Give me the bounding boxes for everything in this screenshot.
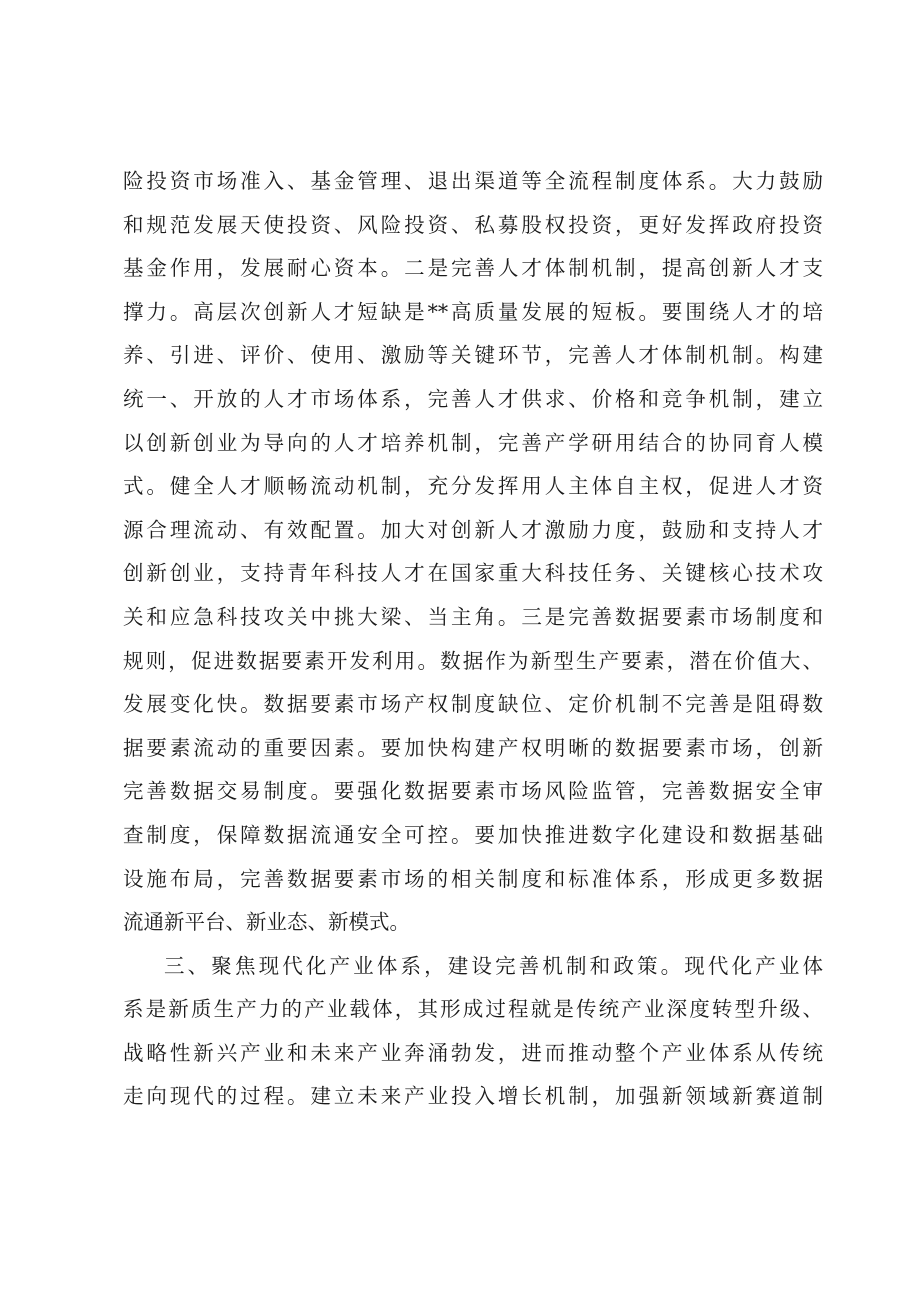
body-text <box>123 160 823 1119</box>
text-line: 据要素流动的重要因素。要加快构建产权明晰的数据要素市场，创新 <box>123 735 823 760</box>
text-line: 查制度，保障数据流通安全可控。要加快推进数字化建设和数据基础 <box>123 822 823 847</box>
paragraph-2 <box>123 945 823 1119</box>
section-heading-line: 三、聚焦现代化产业体系，建设完善机制和政策。现代化产业体 <box>164 953 823 978</box>
text-line: 式。健全人才顺畅流动机制，充分发挥用人主体自主权，促进人才资 <box>123 474 823 499</box>
text-line: 关和应急科技攻关中挑大梁、当主角。三是完善数据要素市场制度和 <box>123 604 823 629</box>
text-line: 流通新平台、新业态、新模式。 <box>123 910 410 935</box>
text-line: 和规范发展天使投资、风险投资、私募股权投资，更好发挥政府投资 <box>123 212 823 237</box>
text-line: 发展变化快。数据要素市场产权制度缺位、定价机制不完善是阻碍数 <box>123 692 823 717</box>
text-line: 规则，促进数据要素开发利用。数据作为新型生产要素，潜在价值大、 <box>123 648 823 673</box>
text-line: 统一、开放的人才市场体系，完善人才供求、价格和竞争机制，建立 <box>123 386 823 411</box>
text-line: 源合理流动、有效配置。加大对创新人才激励力度，鼓励和支持人才 <box>123 517 823 542</box>
text-line: 战略性新兴产业和未来产业奔涌勃发，进而推动整个产业体系从传统 <box>123 1040 823 1065</box>
text-line: 养、引进、评价、使用、激励等关键环节，完善人才体制机制。构建 <box>123 343 823 368</box>
text-line: 基金作用，发展耐心资本。二是完善人才体制机制，提高创新人才支 <box>123 256 823 281</box>
paragraph-1 <box>123 160 823 945</box>
text-line: 系是新质生产力的产业载体，其形成过程就是传统产业深度转型升级、 <box>123 997 823 1022</box>
text-line: 设施布局，完善数据要素市场的相关制度和标准体系，形成更多数据 <box>123 866 823 891</box>
text-line: 完善数据交易制度。要强化数据要素市场风险监管，完善数据安全审 <box>123 779 823 804</box>
text-line: 创新创业，支持青年科技人才在国家重大科技任务、关键核心技术攻 <box>123 561 823 586</box>
text-line: 险投资市场准入、基金管理、退出渠道等全流程制度体系。大力鼓励 <box>123 169 823 193</box>
text-line: 走向现代的过程。建立未来产业投入增长机制，加强新领域新赛道制 <box>123 1084 823 1109</box>
text-line: 撑力。高层次创新人才短缺是**高质量发展的短板。要围绕人才的培 <box>123 299 823 324</box>
text-line: 以创新创业为导向的人才培养机制，完善产学研用结合的协同育人模 <box>123 430 823 455</box>
